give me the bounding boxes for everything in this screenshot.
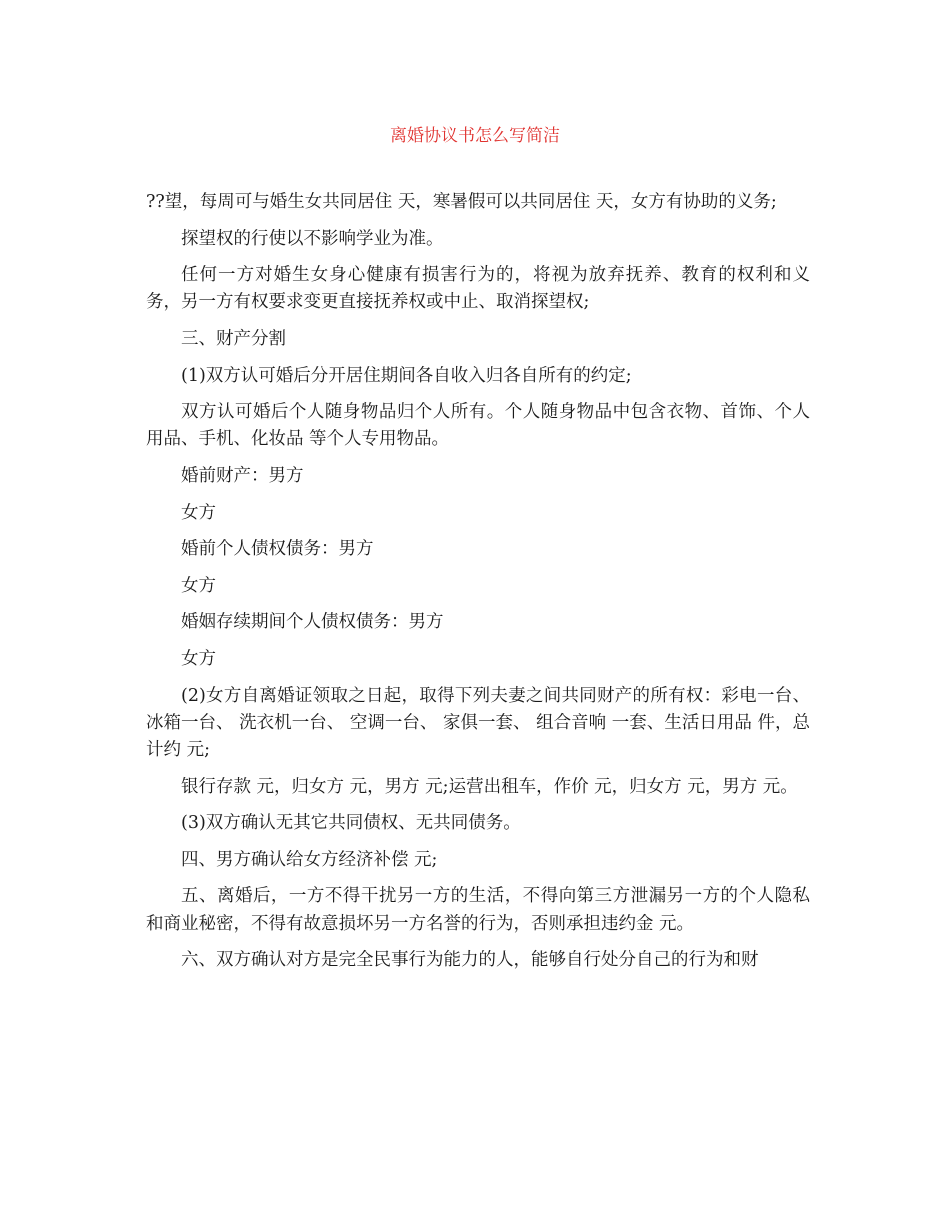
paragraph-bank-deposit: 银行存款 元，归女方 元，男方 元;运营出租车，作价 元，归女方 元，男方 元。	[181, 776, 798, 797]
paragraph-harm-clause: 任何一方对婚生女身心健康有损害行为的，将视为放弃抚养、教育的权利和义务，另一方有权要求变更直接抚养权或中止、取消探望权;	[146, 265, 810, 313]
paragraph-visitation-study: 探望权的行使以不影响学业为准。	[181, 228, 444, 249]
section-heading-compensation: 四、男方确认给女方经济补偿 元;	[181, 849, 438, 870]
paragraph-marital-debt-male: 婚姻存续期间个人债权债务：男方	[181, 612, 444, 633]
document-title: 离婚协议书怎么写简洁	[390, 126, 560, 146]
paragraph-visitation-continued: ??望，每周可与婚生女共同居住 天，寒暑假可以共同居住 天，女方有协助的义务;	[146, 192, 777, 212]
paragraph-premarital-debt-female: 女方	[181, 575, 216, 596]
paragraph-no-joint-debt: (3)双方确认无其它共同债权、无共同债务。	[181, 813, 521, 834]
paragraph-marital-debt-female: 女方	[181, 648, 216, 669]
paragraph-personal-items: 双方认可婚后个人随身物品归个人所有。个人随身物品中包含衣物、首饰、个人用品、手机、化妆品 等个人专用物品。	[146, 402, 810, 450]
section-heading-capacity: 六、双方确认对方是完全民事行为能力的人，能够自行处分自己的行为和财	[181, 950, 759, 971]
paragraph-premarital-property-female: 女方	[181, 502, 216, 523]
paragraph-premarital-debt-male: 婚前个人债权债务：男方	[181, 539, 374, 560]
paragraph-joint-property: (2)女方自离婚证领取之日起，取得下列夫妻之间共同财产的所有权：彩电一台、 冰箱一台、 洗衣机一台、 空调一台、 家俱一套、 组合音响 一套、生活日用品 件，总计约 元;	[146, 685, 810, 760]
paragraph-premarital-property-male: 婚前财产：男方	[181, 465, 304, 486]
paragraph-income-separate: (1)双方认可婚后分开居住期间各自收入归各自所有的约定;	[181, 365, 632, 386]
section-heading-property: 三、财产分割	[181, 328, 286, 349]
section-heading-privacy: 五、离婚后，一方不得干扰另一方的生活，不得向第三方泄漏另一方的个人隐私和商业秘密，不得有故意损坏另一方名誉的行为，否则承担违约金 元。	[146, 886, 810, 934]
document-body	[146, 189, 810, 984]
